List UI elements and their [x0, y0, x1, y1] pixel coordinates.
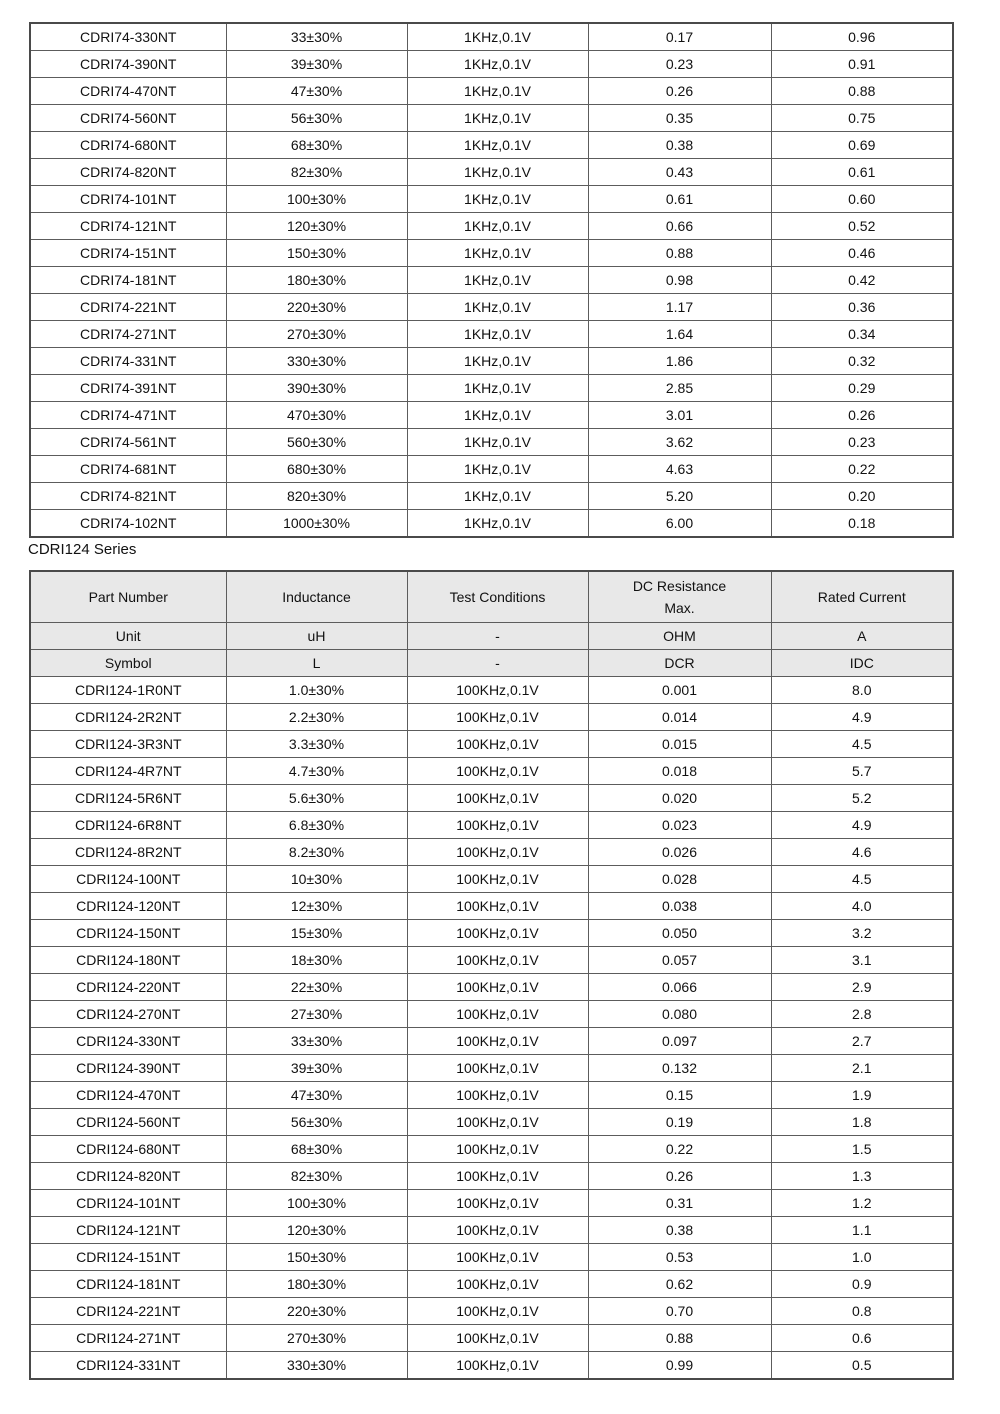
table-cell: 0.53 — [588, 1244, 771, 1271]
table-cell: 100KHz,0.1V — [407, 974, 588, 1001]
table-cell: 0.88 — [771, 78, 953, 105]
table-cell: 1KHz,0.1V — [407, 51, 588, 78]
unit-row-label: Unit — [30, 623, 226, 650]
table-cell: 0.5 — [771, 1352, 953, 1380]
table-row — [30, 510, 953, 538]
table-cell: 0.057 — [588, 947, 771, 974]
table-cell: 1KHz,0.1V — [407, 348, 588, 375]
table-cell: 0.8 — [771, 1298, 953, 1325]
table-cell: 1.17 — [588, 294, 771, 321]
table-cell: CDRI124-101NT — [30, 1190, 226, 1217]
table-cell: 100KHz,0.1V — [407, 758, 588, 785]
table-cell: CDRI74-331NT — [30, 348, 226, 375]
table-cell: 0.9 — [771, 1271, 953, 1298]
table-cell: 0.097 — [588, 1028, 771, 1055]
table-cell: CDRI74-820NT — [30, 159, 226, 186]
table-cell: 100KHz,0.1V — [407, 1082, 588, 1109]
table-cell: CDRI124-180NT — [30, 947, 226, 974]
table-cell: 0.75 — [771, 105, 953, 132]
table-cell: 1KHz,0.1V — [407, 483, 588, 510]
table-row — [30, 105, 953, 132]
table-cell: 1KHz,0.1V — [407, 510, 588, 538]
table-cell: 10±30% — [226, 866, 407, 893]
table-cell: 6.8±30% — [226, 812, 407, 839]
table-cell: 0.023 — [588, 812, 771, 839]
table-cell: 1KHz,0.1V — [407, 213, 588, 240]
table-cell: CDRI74-471NT — [30, 402, 226, 429]
table-cell: 180±30% — [226, 1271, 407, 1298]
table-cell: 1KHz,0.1V — [407, 456, 588, 483]
table-cell: CDRI124-820NT — [30, 1163, 226, 1190]
table-cell: 680±30% — [226, 456, 407, 483]
symbol-dc-resistance: DCR — [588, 650, 771, 677]
table-cell: 330±30% — [226, 1352, 407, 1380]
table-cell: 0.91 — [771, 51, 953, 78]
symbol-inductance: L — [226, 650, 407, 677]
cdri124-table-head — [30, 571, 953, 677]
table-cell: 1.3 — [771, 1163, 953, 1190]
table-cell: 0.61 — [771, 159, 953, 186]
cdri124-table-body — [30, 677, 953, 1380]
cdri74-table-body — [30, 23, 953, 537]
table-cell: 100±30% — [226, 1190, 407, 1217]
table-cell: 27±30% — [226, 1001, 407, 1028]
table-cell: 120±30% — [226, 1217, 407, 1244]
table-cell: CDRI124-181NT — [30, 1271, 226, 1298]
table-cell: 0.080 — [588, 1001, 771, 1028]
table-cell: 100KHz,0.1V — [407, 920, 588, 947]
table-cell: 3.3±30% — [226, 731, 407, 758]
table-cell: 0.52 — [771, 213, 953, 240]
symbol-test-conditions: - — [407, 650, 588, 677]
table-cell: CDRI124-3R3NT — [30, 731, 226, 758]
table-cell: 8.2±30% — [226, 839, 407, 866]
table-row — [30, 429, 953, 456]
table-cell: CDRI74-181NT — [30, 267, 226, 294]
table-cell: 100KHz,0.1V — [407, 704, 588, 731]
table-row — [30, 1163, 953, 1190]
table-cell: 470±30% — [226, 402, 407, 429]
table-cell: CDRI74-470NT — [30, 78, 226, 105]
table-cell: 100KHz,0.1V — [407, 785, 588, 812]
table-cell: 1.1 — [771, 1217, 953, 1244]
table-cell: 2.85 — [588, 375, 771, 402]
table-row — [30, 321, 953, 348]
table-row — [30, 159, 953, 186]
table-cell: 2.2±30% — [226, 704, 407, 731]
table-cell: 100KHz,0.1V — [407, 1244, 588, 1271]
table-row — [30, 1028, 953, 1055]
table-cell: CDRI124-560NT — [30, 1109, 226, 1136]
table-cell: 3.2 — [771, 920, 953, 947]
symbol-row — [30, 650, 953, 677]
table-row — [30, 704, 953, 731]
table-row — [30, 23, 953, 51]
table-cell: 5.20 — [588, 483, 771, 510]
table-cell: 1KHz,0.1V — [407, 267, 588, 294]
table-row — [30, 51, 953, 78]
table-cell: 1.64 — [588, 321, 771, 348]
table-cell: 0.88 — [588, 1325, 771, 1352]
table-cell: 2.7 — [771, 1028, 953, 1055]
table-cell: 4.7±30% — [226, 758, 407, 785]
table-cell: 0.46 — [771, 240, 953, 267]
table-cell: 0.88 — [588, 240, 771, 267]
table-row — [30, 731, 953, 758]
table-row — [30, 348, 953, 375]
table-cell: CDRI74-390NT — [30, 51, 226, 78]
table-cell: CDRI124-330NT — [30, 1028, 226, 1055]
table-cell: 82±30% — [226, 1163, 407, 1190]
table-cell: 1000±30% — [226, 510, 407, 538]
table-cell: 100KHz,0.1V — [407, 1163, 588, 1190]
table-row — [30, 78, 953, 105]
table-cell: 0.001 — [588, 677, 771, 704]
table-cell: CDRI124-5R6NT — [30, 785, 226, 812]
table-cell: 1.0 — [771, 1244, 953, 1271]
table-row — [30, 213, 953, 240]
table-cell: 0.66 — [588, 213, 771, 240]
table-cell: 100KHz,0.1V — [407, 1271, 588, 1298]
table-cell: 4.0 — [771, 893, 953, 920]
table-cell: 0.61 — [588, 186, 771, 213]
table-row — [30, 893, 953, 920]
table-cell: 22±30% — [226, 974, 407, 1001]
table-cell: 100KHz,0.1V — [407, 1136, 588, 1163]
header-row — [30, 571, 953, 623]
table-cell: CDRI124-680NT — [30, 1136, 226, 1163]
table-cell: 2.1 — [771, 1055, 953, 1082]
table-cell: 0.014 — [588, 704, 771, 731]
table-cell: 0.018 — [588, 758, 771, 785]
table-cell: 100KHz,0.1V — [407, 677, 588, 704]
table-cell: 1KHz,0.1V — [407, 375, 588, 402]
table-cell: 1KHz,0.1V — [407, 132, 588, 159]
table-cell: 150±30% — [226, 240, 407, 267]
table-cell: 1.2 — [771, 1190, 953, 1217]
table-cell: 220±30% — [226, 1298, 407, 1325]
table-cell: 1KHz,0.1V — [407, 321, 588, 348]
table-row — [30, 1190, 953, 1217]
table-cell: 0.132 — [588, 1055, 771, 1082]
table-cell: 0.34 — [771, 321, 953, 348]
table-cell: CDRI74-330NT — [30, 23, 226, 51]
table-cell: 560±30% — [226, 429, 407, 456]
table-cell: 0.70 — [588, 1298, 771, 1325]
table-cell: 0.17 — [588, 23, 771, 51]
table-cell: 3.62 — [588, 429, 771, 456]
table-cell: 0.22 — [771, 456, 953, 483]
table-cell: CDRI124-331NT — [30, 1352, 226, 1380]
table-row — [30, 483, 953, 510]
table-cell: 4.9 — [771, 704, 953, 731]
table-cell: CDRI124-151NT — [30, 1244, 226, 1271]
table-row — [30, 1136, 953, 1163]
table-row — [30, 1271, 953, 1298]
table-cell: 100KHz,0.1V — [407, 866, 588, 893]
table-cell: 0.42 — [771, 267, 953, 294]
table-cell: 0.36 — [771, 294, 953, 321]
table-cell: CDRI124-271NT — [30, 1325, 226, 1352]
table-row — [30, 1217, 953, 1244]
table-cell: 0.31 — [588, 1190, 771, 1217]
table-cell: CDRI124-100NT — [30, 866, 226, 893]
table-cell: 100KHz,0.1V — [407, 947, 588, 974]
table-row — [30, 456, 953, 483]
table-cell: 270±30% — [226, 321, 407, 348]
table-cell: 180±30% — [226, 267, 407, 294]
table-row — [30, 132, 953, 159]
table-cell: 100KHz,0.1V — [407, 1001, 588, 1028]
table-cell: 100KHz,0.1V — [407, 893, 588, 920]
column-header-rated-current: Rated Current — [771, 571, 953, 623]
table-row — [30, 1109, 953, 1136]
table-cell: CDRI124-390NT — [30, 1055, 226, 1082]
table-cell: 1.8 — [771, 1109, 953, 1136]
table-cell: 1KHz,0.1V — [407, 240, 588, 267]
table-cell: 0.038 — [588, 893, 771, 920]
table-row — [30, 1352, 953, 1380]
table-cell: 3.1 — [771, 947, 953, 974]
table-cell: CDRI124-120NT — [30, 893, 226, 920]
table-cell: CDRI124-470NT — [30, 1082, 226, 1109]
table-cell: 820±30% — [226, 483, 407, 510]
table-row — [30, 839, 953, 866]
unit-dc-resistance: OHM — [588, 623, 771, 650]
table-cell: 5.7 — [771, 758, 953, 785]
table-cell: 100KHz,0.1V — [407, 1028, 588, 1055]
table-row — [30, 947, 953, 974]
cdri74-spec-table — [29, 22, 954, 538]
column-header-test-conditions: Test Conditions — [407, 571, 588, 623]
table-cell: 100KHz,0.1V — [407, 1352, 588, 1380]
table-cell: 0.60 — [771, 186, 953, 213]
table-cell: 150±30% — [226, 1244, 407, 1271]
table-cell: 47±30% — [226, 1082, 407, 1109]
table-cell: 0.38 — [588, 132, 771, 159]
table-cell: 220±30% — [226, 294, 407, 321]
table-cell: 1.86 — [588, 348, 771, 375]
table-cell: 0.98 — [588, 267, 771, 294]
table-cell: CDRI124-221NT — [30, 1298, 226, 1325]
table-cell: 1KHz,0.1V — [407, 294, 588, 321]
table-row — [30, 758, 953, 785]
table-cell: CDRI74-680NT — [30, 132, 226, 159]
table-cell: 0.19 — [588, 1109, 771, 1136]
table-cell: 1KHz,0.1V — [407, 23, 588, 51]
unit-row — [30, 623, 953, 650]
table-cell: 0.066 — [588, 974, 771, 1001]
table-cell: 0.32 — [771, 348, 953, 375]
dc-resistance-line2: Max. — [664, 600, 695, 616]
table-cell: 0.62 — [588, 1271, 771, 1298]
table-cell: 1KHz,0.1V — [407, 78, 588, 105]
table-cell: 390±30% — [226, 375, 407, 402]
table-row — [30, 1298, 953, 1325]
table-row — [30, 866, 953, 893]
table-cell: CDRI74-271NT — [30, 321, 226, 348]
table-cell: CDRI124-150NT — [30, 920, 226, 947]
table-row — [30, 1325, 953, 1352]
column-header-part-number: Part Number — [30, 571, 226, 623]
section-label-cdri124: CDRI124 Series — [28, 541, 137, 558]
table-cell: 0.43 — [588, 159, 771, 186]
table-cell: 8.0 — [771, 677, 953, 704]
table-cell: CDRI74-821NT — [30, 483, 226, 510]
symbol-row-label: Symbol — [30, 650, 226, 677]
table-cell: 0.35 — [588, 105, 771, 132]
table-row — [30, 375, 953, 402]
table-cell: 4.5 — [771, 866, 953, 893]
table-cell: 0.38 — [588, 1217, 771, 1244]
table-cell: 0.15 — [588, 1082, 771, 1109]
table-cell: 100KHz,0.1V — [407, 1325, 588, 1352]
table-cell: 0.96 — [771, 23, 953, 51]
table-cell: 2.9 — [771, 974, 953, 1001]
table-cell: CDRI74-221NT — [30, 294, 226, 321]
table-cell: 4.9 — [771, 812, 953, 839]
table-cell: 82±30% — [226, 159, 407, 186]
table-cell: 39±30% — [226, 51, 407, 78]
table-cell: 0.020 — [588, 785, 771, 812]
table-cell: 4.63 — [588, 456, 771, 483]
table-row — [30, 974, 953, 1001]
table-cell: 68±30% — [226, 1136, 407, 1163]
table-cell: 1.9 — [771, 1082, 953, 1109]
table-cell: 56±30% — [226, 105, 407, 132]
table-cell: 1KHz,0.1V — [407, 105, 588, 132]
table-cell: 1.5 — [771, 1136, 953, 1163]
table-cell: 6.00 — [588, 510, 771, 538]
table-cell: 100KHz,0.1V — [407, 1217, 588, 1244]
table-cell: CDRI74-561NT — [30, 429, 226, 456]
table-cell: 100KHz,0.1V — [407, 1298, 588, 1325]
table-row — [30, 267, 953, 294]
table-cell: 1KHz,0.1V — [407, 402, 588, 429]
table-cell: CDRI124-8R2NT — [30, 839, 226, 866]
table-cell: 0.18 — [771, 510, 953, 538]
table-cell: 0.69 — [771, 132, 953, 159]
table-row — [30, 812, 953, 839]
table-cell: 68±30% — [226, 132, 407, 159]
table-row — [30, 1055, 953, 1082]
dc-resistance-line1: DC Resistance — [632, 578, 727, 594]
table-cell: 1KHz,0.1V — [407, 186, 588, 213]
table-row — [30, 294, 953, 321]
table-cell: 1KHz,0.1V — [407, 159, 588, 186]
table-cell: 33±30% — [226, 1028, 407, 1055]
table-cell: 100KHz,0.1V — [407, 731, 588, 758]
table-cell: 18±30% — [226, 947, 407, 974]
table-cell: CDRI124-220NT — [30, 974, 226, 1001]
table-cell: 330±30% — [226, 348, 407, 375]
unit-rated-current: A — [771, 623, 953, 650]
table-cell: 0.028 — [588, 866, 771, 893]
table-cell: CDRI74-101NT — [30, 186, 226, 213]
table-cell: 0.23 — [588, 51, 771, 78]
table-cell: CDRI74-391NT — [30, 375, 226, 402]
table-cell: 56±30% — [226, 1109, 407, 1136]
table-cell: 0.23 — [771, 429, 953, 456]
table-cell: 1.0±30% — [226, 677, 407, 704]
table-cell: 0.99 — [588, 1352, 771, 1380]
table-cell: 100KHz,0.1V — [407, 1109, 588, 1136]
column-header-inductance: Inductance — [226, 571, 407, 623]
table-cell: 0.20 — [771, 483, 953, 510]
table-cell: 100KHz,0.1V — [407, 812, 588, 839]
table-cell: 15±30% — [226, 920, 407, 947]
unit-inductance: uH — [226, 623, 407, 650]
table-row — [30, 1001, 953, 1028]
table-cell: 0.22 — [588, 1136, 771, 1163]
table-row — [30, 920, 953, 947]
table-cell: CDRI124-2R2NT — [30, 704, 226, 731]
table-cell: 12±30% — [226, 893, 407, 920]
table-row — [30, 1082, 953, 1109]
table-cell: 4.6 — [771, 839, 953, 866]
table-cell: 39±30% — [226, 1055, 407, 1082]
table-cell: 100±30% — [226, 186, 407, 213]
table-cell: 47±30% — [226, 78, 407, 105]
column-header-dc-resistance — [588, 571, 771, 623]
table-cell: 100KHz,0.1V — [407, 839, 588, 866]
table-cell: 33±30% — [226, 23, 407, 51]
table-cell: CDRI74-681NT — [30, 456, 226, 483]
unit-test-conditions: - — [407, 623, 588, 650]
table-cell: 5.2 — [771, 785, 953, 812]
table-cell: 0.015 — [588, 731, 771, 758]
symbol-rated-current: IDC — [771, 650, 953, 677]
table-cell: 2.8 — [771, 1001, 953, 1028]
table-cell: CDRI74-102NT — [30, 510, 226, 538]
table-row — [30, 240, 953, 267]
table-row — [30, 677, 953, 704]
table-cell: CDRI124-6R8NT — [30, 812, 226, 839]
table-cell: CDRI124-121NT — [30, 1217, 226, 1244]
table-row — [30, 1244, 953, 1271]
table-cell: 0.26 — [588, 1163, 771, 1190]
table-cell: CDRI74-151NT — [30, 240, 226, 267]
table-cell: 0.6 — [771, 1325, 953, 1352]
table-cell: 5.6±30% — [226, 785, 407, 812]
table-cell: 0.26 — [771, 402, 953, 429]
table-cell: CDRI124-270NT — [30, 1001, 226, 1028]
table-row — [30, 186, 953, 213]
table-cell: CDRI124-1R0NT — [30, 677, 226, 704]
table-row — [30, 402, 953, 429]
table-cell: 4.5 — [771, 731, 953, 758]
table-cell: CDRI124-4R7NT — [30, 758, 226, 785]
table-cell: 100KHz,0.1V — [407, 1190, 588, 1217]
table-cell: 0.29 — [771, 375, 953, 402]
table-cell: 0.026 — [588, 839, 771, 866]
table-cell: CDRI74-560NT — [30, 105, 226, 132]
table-cell: 270±30% — [226, 1325, 407, 1352]
table-cell: 0.050 — [588, 920, 771, 947]
table-cell: 120±30% — [226, 213, 407, 240]
table-cell: 0.26 — [588, 78, 771, 105]
table-row — [30, 785, 953, 812]
cdri124-spec-table — [29, 570, 954, 1380]
table-cell: 1KHz,0.1V — [407, 429, 588, 456]
table-cell: 100KHz,0.1V — [407, 1055, 588, 1082]
table-cell: CDRI74-121NT — [30, 213, 226, 240]
table-cell: 3.01 — [588, 402, 771, 429]
